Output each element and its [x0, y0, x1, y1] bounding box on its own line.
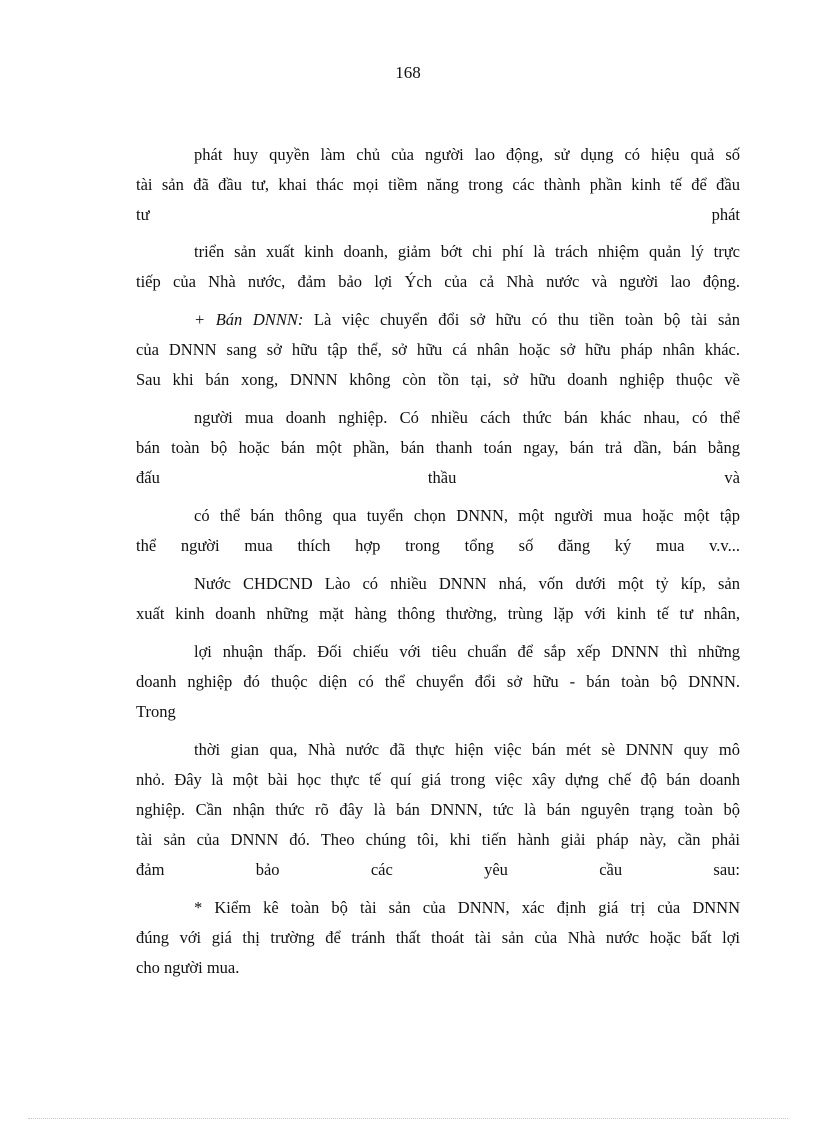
text-line: của DNNN sang sở hữu tập thể, sở hữu cá nhân hoặc sở hữu pháp nhân khác.	[136, 340, 740, 359]
text-line: đảm bảo các yêu cầu sau:	[136, 860, 740, 879]
text-line: người mua doanh nghiệp. Có nhiều cách thức bán khác nhau, có thể	[194, 408, 740, 427]
text-line: có thể bán thông qua tuyển chọn DNNN, một người mua hoặc một tập	[194, 506, 740, 525]
text-line: nghiệp. Cần nhận thức rõ đây là bán DNNN, tức là bán nguyên trạng toàn bộ	[136, 800, 740, 819]
text-line: nhỏ. Đây là một bài học thực tế quí giá trong việc xây dựng chế độ bán doanh	[136, 770, 740, 789]
text-line: tiếp của Nhà nước, đảm bảo lợi Ých của cả Nhà nước và người lao động.	[136, 272, 740, 291]
text-line: đấu thầu và	[136, 468, 740, 487]
text-line: triển sản xuất kinh doanh, giảm bớt chi phí là trách nhiệm quản lý trực	[194, 242, 740, 261]
text-line: * Kiểm kê toàn bộ tài sản của DNNN, xác định giá trị của DNNN	[194, 898, 740, 917]
text-line: phát huy quyền làm chủ của người lao động, sử dụng có hiệu quả số	[194, 145, 740, 164]
text-line: doanh nghiệp đó thuộc diện có thể chuyển đổi sở hữu - bán toàn bộ DNNN.	[136, 672, 740, 691]
text-line: thể người mua thích hợp trong tổng số đăng ký mua v.v...	[136, 536, 740, 555]
text-line: cho người mua.	[136, 958, 240, 977]
text-line: Trong	[136, 702, 176, 721]
text-line: Sau khi bán xong, DNNN không còn tồn tại, sở hữu doanh nghiệp thuộc về	[136, 370, 740, 389]
footer-dotted-rule	[28, 1118, 788, 1119]
ban-dnnn-label: + Bán DNNN:	[194, 310, 304, 329]
text-line: tài sản đã đầu tư, khai thác mọi tiềm năng trong các thành phần kinh tế để đầu	[136, 175, 740, 194]
text-line: thời gian qua, Nhà nước đã thực hiện việc bán mét sè DNNN quy mô	[194, 740, 740, 759]
text-line	[194, 308, 740, 332]
text-line: bán toàn bộ hoặc bán một phần, bán thanh toán ngay, bán trả dần, bán bằng	[136, 438, 740, 457]
text-line: đúng với giá thị trường để tránh thất thoát tài sản của Nhà nước hoặc bất lợi	[136, 928, 740, 947]
text-line: lợi nhuận thấp. Đối chiếu với tiêu chuẩn để sắp xếp DNNN thì những	[194, 642, 740, 661]
page-number: 168	[395, 63, 421, 82]
text-fragment: Là việc chuyển đổi sở hữu có thu tiền toàn bộ tài sản	[313, 310, 740, 329]
text-line: xuất kinh doanh những mặt hàng thông thường, trùng lặp với kinh tế tư nhân,	[136, 604, 740, 623]
text-line: tư phát	[136, 205, 740, 224]
text-line: tài sản của DNNN đó. Theo chúng tôi, khi tiến hành giải pháp này, cần phải	[136, 830, 740, 849]
text-line: Nước CHDCND Lào có nhiều DNNN nhá, vốn dưới một tỷ kíp, sản	[194, 574, 740, 593]
